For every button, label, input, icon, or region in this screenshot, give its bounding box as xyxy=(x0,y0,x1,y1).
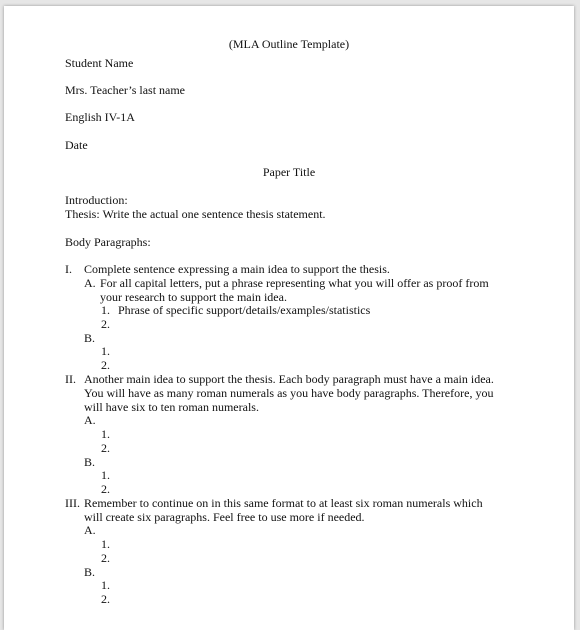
section-1-b-item1-num: 1. xyxy=(101,344,110,358)
section-3-b-label: B. xyxy=(84,565,96,579)
section-2-numeral: II. xyxy=(65,372,76,386)
body-paragraphs-label: Body Paragraphs: xyxy=(65,235,151,249)
section-3-a-label: A. xyxy=(84,523,96,537)
thesis-line: Thesis: Write the actual one sentence thesis statement. xyxy=(65,207,326,221)
section-1-a-item1-num: 1. xyxy=(101,303,110,317)
section-1-text: Complete sentence expressing a main idea to support the thesis. xyxy=(84,262,390,276)
section-3-line1: Remember to continue on in this same format to at least six roman numerals which xyxy=(84,496,483,510)
paper-title: Paper Title xyxy=(262,165,316,179)
section-3-numeral: III. xyxy=(65,496,80,510)
section-1-b-item2-num: 2. xyxy=(101,358,110,372)
section-1-a-item1-text: Phrase of specific support/details/examples/statistics xyxy=(118,303,371,317)
section-1-a-line2: your research to support the main idea. xyxy=(100,290,287,304)
section-1-a-label: A. xyxy=(84,276,96,290)
section-2-line1: Another main idea to support the thesis. Each body paragraph must have a main idea. xyxy=(84,372,494,386)
date-line: Date xyxy=(65,138,88,152)
section-3-b-item1-num: 1. xyxy=(101,578,110,592)
section-1-numeral: I. xyxy=(65,262,72,276)
section-2-b-label: B. xyxy=(84,455,96,469)
section-2-a-item1-num: 1. xyxy=(101,427,110,441)
teacher-name: Mrs. Teacher’s last name xyxy=(65,83,186,97)
student-name: Student Name xyxy=(65,56,134,70)
template-header: (MLA Outline Template) xyxy=(228,37,350,51)
section-3-a-item2-num: 2. xyxy=(101,551,110,565)
section-2-a-item2-num: 2. xyxy=(101,441,110,455)
section-3-b-item2-num: 2. xyxy=(101,592,110,606)
section-2-b-item2-num: 2. xyxy=(101,482,110,496)
document-page xyxy=(4,6,574,630)
section-3-a-item1-num: 1. xyxy=(101,537,110,551)
section-1-a-item2-num: 2. xyxy=(101,317,110,331)
section-1-a-line1: For all capital letters, put a phrase representing what you will offer as proof from xyxy=(100,276,489,290)
section-2-line3: will have six to ten roman numerals. xyxy=(84,400,259,414)
introduction-label: Introduction: xyxy=(65,193,128,207)
course-name: English IV-1A xyxy=(65,110,135,124)
section-2-b-item1-num: 1. xyxy=(101,468,110,482)
section-3-line2: will create six paragraphs. Feel free to use more if needed. xyxy=(84,510,365,524)
section-1-b-label: B. xyxy=(84,331,96,345)
section-2-a-label: A. xyxy=(84,413,96,427)
section-2-line2: You will have as many roman numerals as you have body paragraphs. Therefore, you xyxy=(84,386,494,400)
